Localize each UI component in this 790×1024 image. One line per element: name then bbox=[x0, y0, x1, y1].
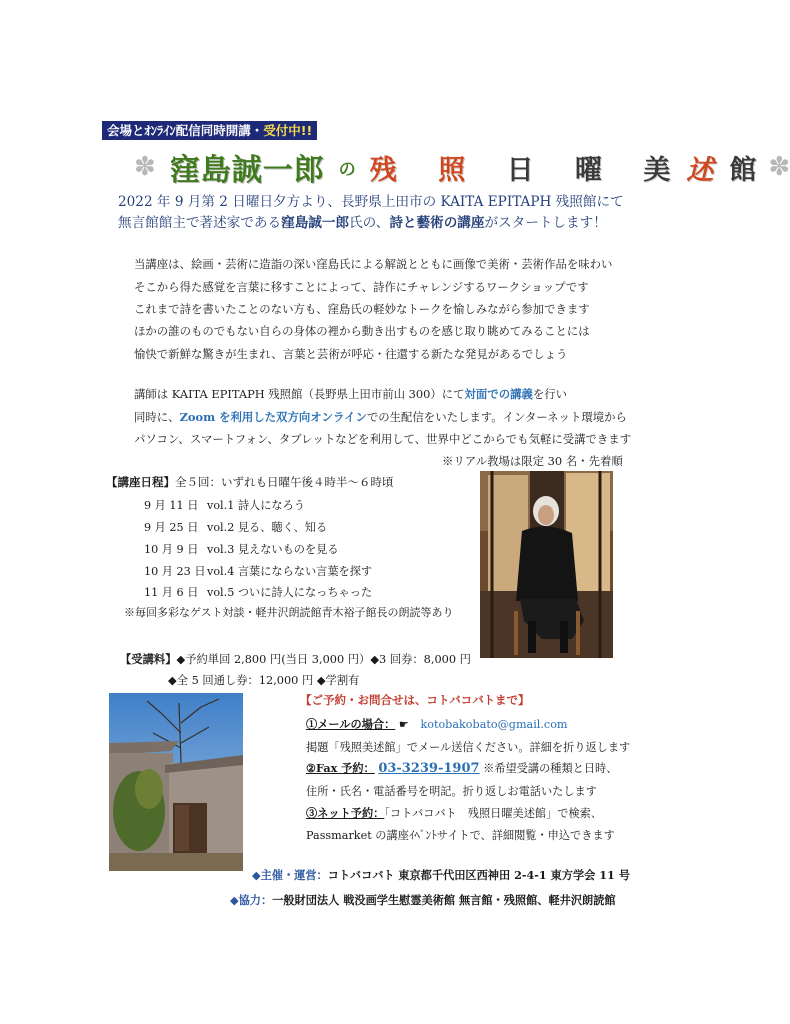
intro-line: そこから得た感覚を言葉に移すことによって、詩作にチャレンジするワークショップです bbox=[134, 280, 589, 294]
schedule-row: 9 月 25 日 vol.2 見る、聴く、知る bbox=[144, 521, 328, 534]
cooperation-line: ◆協力：一般財団法人 戦没画学生慰霊美術館 無言館・残照館、軽井沢朗読館 bbox=[230, 893, 616, 907]
intro-line: 当講座は、絵画・芸術に造詣の深い窪島氏による解説とともに画像で美術・芸術作品を味わい bbox=[134, 257, 613, 271]
email-link[interactable]: kotobakobato@gmail.com bbox=[420, 718, 568, 731]
fee-line-1: 【受講料】◆予約単回 2,800 円(当日 3,000 円）◆3 回券：8,000 円 bbox=[120, 652, 471, 666]
series-title: 残 照 日 曜 美述館 bbox=[369, 154, 773, 186]
schedule-row: 11 月 6 日 vol.5 ついに詩人になっちゃった bbox=[144, 586, 373, 599]
status-banner bbox=[102, 121, 317, 140]
fax-instructions: 住所・氏名・電話番号を明記。折り返しお電話いたします bbox=[306, 785, 597, 798]
intro-line: ほかの誰のものでもない自らの身体の裡から動き出すものを感じ取り眺めてみることには bbox=[134, 324, 590, 338]
banner-highlight: 受付中!! bbox=[263, 123, 313, 138]
intro-line: これまで詩を書いたことのない方も、窪島氏の軽妙なトークを愉しみながら参加できます bbox=[134, 302, 590, 316]
lecturer-name: 窪島誠一郎 bbox=[169, 153, 325, 188]
capacity-note: ※リアル教場は限定 30 名・先着順 bbox=[442, 454, 623, 468]
schedule-row: 10 月 9 日 vol.3 見えないものを見る bbox=[144, 543, 339, 556]
schedule-note: ※毎回多彩なゲスト対談・軽井沢朗読館青木裕子館長の朗読等あり bbox=[124, 606, 454, 619]
mail-instructions: 掲題「残照美述館」でメール送信ください。詳細を折り返します bbox=[306, 741, 631, 754]
venue-line: 同時に、Zoom を利用した双方向オンラインでの生配信をいたします。インターネット環境から bbox=[134, 410, 627, 424]
venue-building-photo bbox=[109, 693, 243, 871]
reservation-title: 【ご予約・お問合せは、コトバコバトまで】 bbox=[300, 693, 530, 707]
schedule-row: 10 月 23 日 vol.4 言葉にならない言葉を探す bbox=[144, 565, 373, 578]
schedule-row: 9 月 11 日 vol.1 詩人になろう bbox=[144, 499, 305, 512]
mail-reservation-line: ①メールの場合： ☛ kotobakobato@gmail.com bbox=[306, 717, 568, 731]
lead-line-1: 2022 年 9 月第 2 日曜日夕方より、長野県上田市の KAITA EPITAPH 残照館にて bbox=[118, 194, 624, 210]
banner-text: 会場とｵﾝﾗｲﾝ配信同時開講・ bbox=[107, 123, 264, 138]
net-reservation-line: ③ネット予約：「コトバコバト 残照日曜美述館」で検索、 bbox=[306, 806, 603, 820]
pointing-hand-icon: ☛ bbox=[398, 718, 409, 731]
venue-line: パソコン、スマートフォン、タブレットなどを利用して、世界中どこからでも気軽に受講できます bbox=[134, 432, 632, 446]
page-title bbox=[134, 147, 790, 187]
venue-line: 講師は KAITA EPITAPH 残照館（長野県上田市前山 300）にて対面での講義を行い bbox=[134, 387, 568, 401]
fax-number[interactable]: 03-3239-1907 bbox=[378, 761, 480, 776]
asterisk-icon: ✽ bbox=[768, 152, 790, 182]
host-line: ◆主催・運営：コトバコバト 東京都千代田区西神田 2-4-1 東方学会 11 号 bbox=[252, 868, 630, 882]
lead-line-2: 無言館館主で著述家である窪島誠一郎氏の、詩と藝術の講座がスタートします！ bbox=[118, 215, 607, 231]
fee-line-2: ◆全 5 回通し券：12,000 円 ◆学割有 bbox=[168, 674, 360, 687]
lecturer-portrait-photo bbox=[480, 471, 613, 658]
net-instructions: Passmarket の講座ｲﾍﾞﾝﾄサイトで、詳細閲覧・申込できます bbox=[306, 829, 615, 842]
title-particle: の bbox=[338, 159, 356, 180]
asterisk-icon: ✽ bbox=[134, 152, 156, 182]
fax-reservation-line: ②Fax 予約： 03-3239-1907 ※希望受講の種類と日時、 bbox=[306, 761, 618, 776]
schedule-header: 【講座日程】全５回：いずれも日曜午後４時半〜６時頃 bbox=[106, 475, 394, 489]
intro-line: 愉快で新鮮な驚きが生まれ、言葉と芸術が呼応・往還する新たな発見があるでしょう bbox=[134, 347, 568, 361]
